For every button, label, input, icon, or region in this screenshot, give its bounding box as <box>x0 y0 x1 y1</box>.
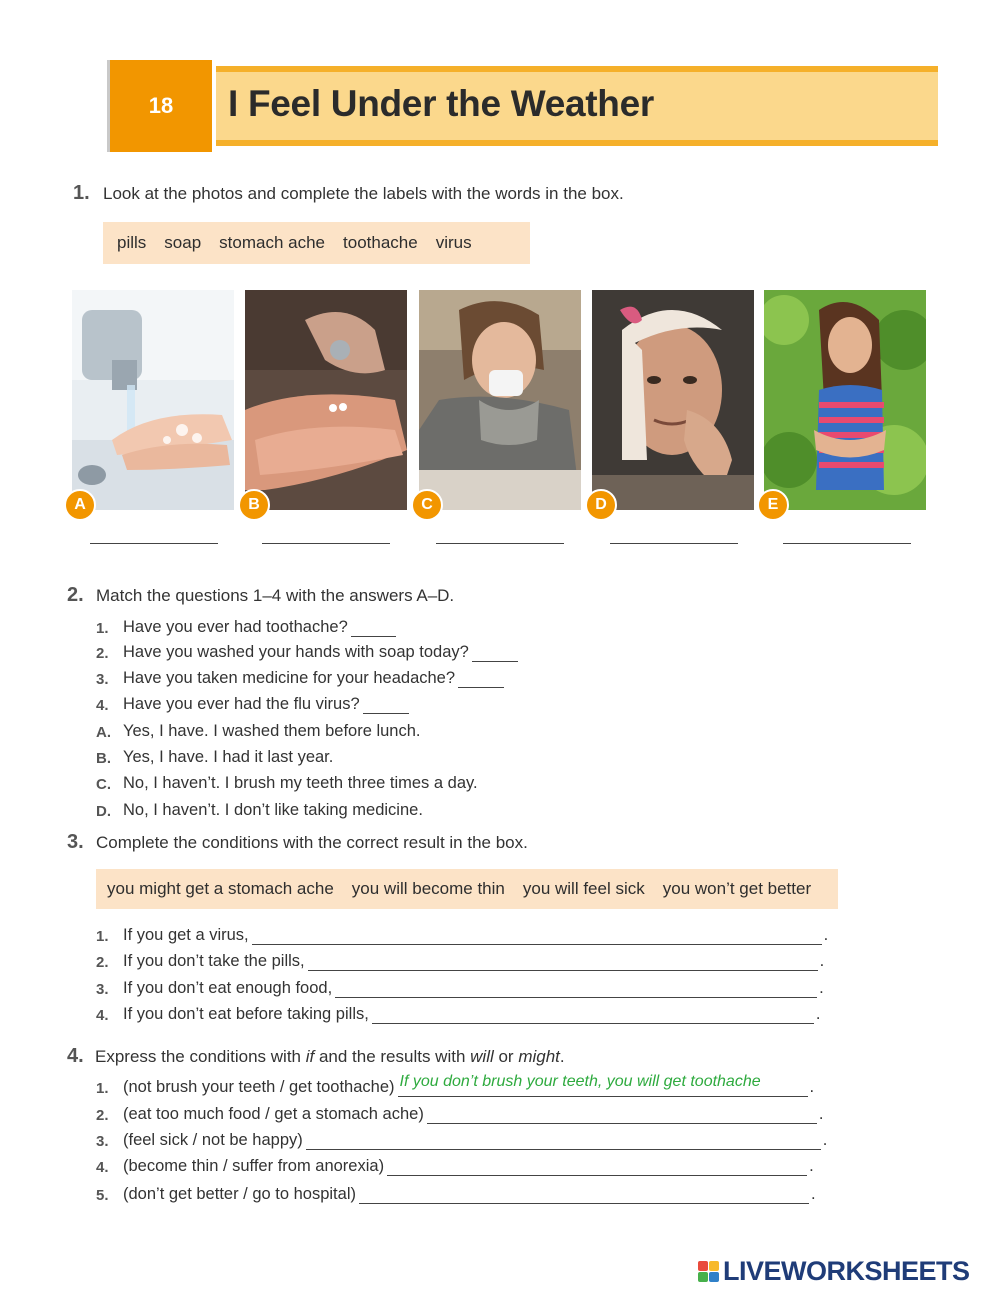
question-text: Have you taken medicine for your headache? <box>123 669 456 687</box>
exercise-4-item-2: 2. (eat too much food / get a stomach ache) . <box>96 1105 824 1124</box>
photo-label-a: A <box>64 489 96 521</box>
answer-text: Yes, I have. I washed them before lunch. <box>123 722 421 740</box>
exercise-2-number: 2. <box>67 584 84 606</box>
result-stomach-ache: you might get a stomach ache <box>107 879 334 898</box>
item-number: 4. <box>96 1007 109 1024</box>
item-number: 3. <box>96 981 109 998</box>
word-soap: soap <box>164 233 202 252</box>
answer-blank[interactable] <box>359 1190 809 1204</box>
question-text: Have you ever had the flu virus? <box>123 695 360 713</box>
exercise-3-number: 3. <box>67 831 84 853</box>
exercise-4-number: 4. <box>67 1045 84 1067</box>
answer-blank[interactable] <box>308 957 818 971</box>
answer-line-c[interactable] <box>436 543 564 544</box>
question-number: 3. <box>96 671 109 688</box>
answer-letter: C. <box>96 776 111 793</box>
exercise-3-word-box <box>96 869 838 909</box>
result-wont-get-better: you won’t get better <box>662 879 812 898</box>
item-text: (become thin / suffer from anorexia) <box>123 1157 385 1175</box>
answer-blank[interactable] <box>427 1110 817 1124</box>
answer-text: No, I haven’t. I brush my teeth three times a day. <box>123 774 478 792</box>
question-number: 4. <box>96 697 109 714</box>
answer-blank[interactable] <box>372 1010 814 1024</box>
liveworksheets-logo[interactable] <box>698 1256 970 1287</box>
exercise-2-question-2 <box>96 643 518 662</box>
exercise-2-answer-d <box>96 801 423 820</box>
result-feel-sick: you will feel sick <box>522 879 645 898</box>
item-text: (not brush your teeth / get toothache) <box>123 1078 395 1096</box>
exercise-3-item-4: 4. If you don’t eat before taking pills, . <box>96 1005 821 1024</box>
exercise-4-instruction: Express the conditions with if and the results with will or might. <box>95 1047 565 1066</box>
answer-letter: B. <box>96 750 111 767</box>
item-text: (don’t get better / go to hospital) <box>123 1185 356 1203</box>
photo-label-e: E <box>757 489 789 521</box>
answer-blank[interactable] <box>472 648 518 662</box>
photo-woman-sneezing <box>419 290 581 510</box>
answer-blank[interactable] <box>387 1162 807 1176</box>
word-virus: virus <box>435 233 472 252</box>
item-text: If you don’t take the pills, <box>123 952 305 970</box>
item-text: (eat too much food / get a stomach ache) <box>123 1105 424 1123</box>
photo-pills <box>245 290 407 510</box>
exercise-2-answer-c <box>96 774 478 793</box>
item-number: 5. <box>96 1187 109 1204</box>
exercise-3-item-1: 1. If you get a virus, . <box>96 926 829 945</box>
exercise-2-instruction: Match the questions 1–4 with the answers A–D. <box>96 586 455 605</box>
photo-label-b: B <box>238 489 270 521</box>
exercise-4-item-5: 5. (don’t get better / go to hospital) . <box>96 1185 816 1204</box>
item-number: 3. <box>96 1133 109 1150</box>
answer-letter: A. <box>96 724 111 741</box>
question-text: Have you ever had toothache? <box>123 618 348 636</box>
answer-line-a[interactable] <box>90 543 218 544</box>
answer-blank[interactable] <box>252 931 822 945</box>
page-title: I Feel Under the Weather <box>228 83 654 124</box>
item-number: 1. <box>96 1080 109 1097</box>
question-text: Have you washed your hands with soap today? <box>123 643 469 661</box>
word-toothache: toothache <box>343 233 418 252</box>
answer-line-d[interactable] <box>610 543 738 544</box>
item-number: 4. <box>96 1159 109 1176</box>
exercise-2-answer-b <box>96 748 333 767</box>
answer-blank[interactable] <box>351 623 396 637</box>
result-become-thin: you will become thin <box>351 879 505 898</box>
exercise-3-item-3: 3. If you don’t eat enough food, . <box>96 979 824 998</box>
photo-label-c: C <box>411 489 443 521</box>
exercise-2-question-3 <box>96 669 504 688</box>
item-text: (feel sick / not be happy) <box>123 1131 303 1149</box>
exercise-1-instruction: Look at the photos and complete the labels with the words in the box. <box>103 184 624 203</box>
brand-name: LIVEWORKSHEETS <box>723 1256 970 1286</box>
answer-blank[interactable] <box>306 1136 821 1150</box>
exercise-2-question-1 <box>96 618 396 637</box>
answer-text: Yes, I have. I had it last year. <box>123 748 334 766</box>
exercise-4-item-3: 3. (feel sick / not be happy) . <box>96 1131 828 1150</box>
exercise-4-item-1: 1. (not brush your teeth / get toothache) If you don’t brush your teeth, you will get toothache . <box>96 1073 815 1097</box>
answer-blank[interactable] <box>363 700 409 714</box>
item-text: If you don’t eat enough food, <box>123 979 333 997</box>
item-text: If you don’t eat before taking pills, <box>123 1005 369 1023</box>
photo-label-d: D <box>585 489 617 521</box>
unit-number: 18 <box>110 60 212 152</box>
answer-letter: D. <box>96 803 111 820</box>
question-number: 1. <box>96 620 109 637</box>
exercise-3-instruction: Complete the conditions with the correct result in the box. <box>96 833 528 852</box>
answer-blank[interactable] <box>335 984 817 998</box>
item-number: 1. <box>96 928 109 945</box>
item-number: 2. <box>96 1107 109 1124</box>
liveworksheets-icon <box>698 1261 720 1283</box>
photo-man-toothache <box>592 290 754 510</box>
answer-line-e[interactable] <box>783 543 911 544</box>
word-pills: pills <box>117 233 147 252</box>
example-answer: If you don’t brush your teeth, you will get toothache <box>399 1073 761 1090</box>
answer-line-b[interactable] <box>262 543 390 544</box>
exercise-3-item-2: 2. If you don’t take the pills, . <box>96 952 825 971</box>
item-text: If you get a virus, <box>123 926 249 944</box>
exercise-1-word-box <box>103 222 530 264</box>
photo-hand-washing <box>72 290 234 510</box>
exercise-2-question-4 <box>96 695 409 714</box>
exercise-2-answer-a <box>96 722 421 741</box>
exercise-4-item-4: 4. (become thin / suffer from anorexia) . <box>96 1157 814 1176</box>
answer-text: No, I haven’t. I don’t like taking medicine. <box>123 801 423 819</box>
exercise-1-number: 1. <box>73 182 90 204</box>
question-number: 2. <box>96 645 109 662</box>
word-stomach-ache: stomach ache <box>219 233 326 252</box>
photo-girl-stomach-ache <box>764 290 926 510</box>
answer-blank[interactable] <box>458 674 504 688</box>
item-number: 2. <box>96 954 109 971</box>
